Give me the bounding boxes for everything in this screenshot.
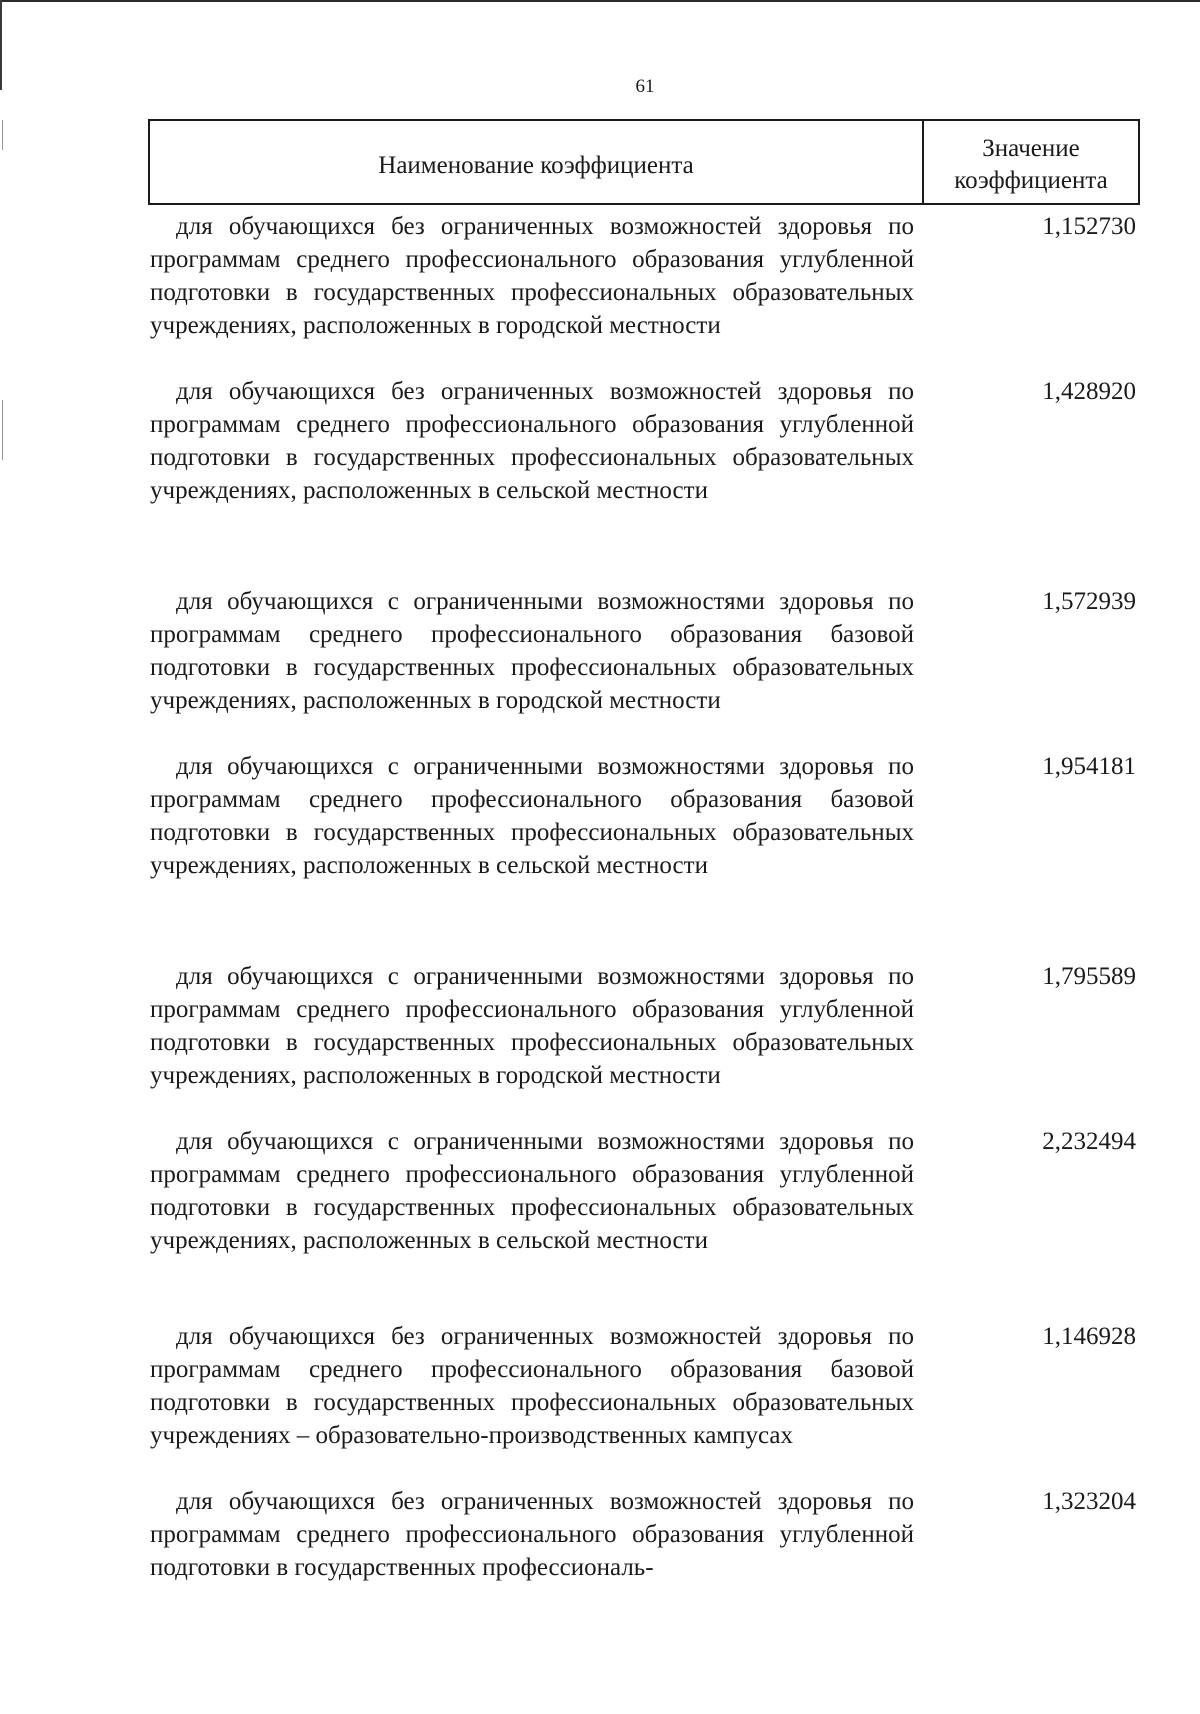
coefficient-description: для обучающихся с ограниченными возможностями здоровья по программам среднего профессионального образования углубленной подготовки в государственных профессиональных образовательных учреждениях, расположенных в городской местности xyxy=(150,963,914,1089)
coefficient-description: для обучающихся с ограниченными возможностями здоровья по программам среднего профессионального образования базовой подготовки в государственных профессиональных образовательных учреждениях, расположенных в городской местности xyxy=(150,588,914,714)
coefficient-value: 1,572939 xyxy=(1042,588,1136,615)
column-header-value-line2: коэффициента xyxy=(954,167,1108,194)
column-header-name: Наименование коэффициента xyxy=(150,121,924,203)
table-header xyxy=(148,119,1140,205)
scan-border-top xyxy=(0,0,1200,2)
page-number: 61 xyxy=(635,76,655,97)
coefficient-value: 1,428920 xyxy=(1042,378,1136,405)
coefficient-value: 1,146928 xyxy=(1042,1323,1136,1350)
coefficient-description: для обучающихся без ограниченных возможностей здоровья по программам среднего профессионального образования базовой подготовки в государственных профессиональных образовательных учреждениях – образовательно-производственных кампусах xyxy=(150,1323,914,1449)
coefficient-value: 1,795589 xyxy=(1042,963,1136,990)
coefficient-description: для обучающихся без ограниченных возможностей здоровья по программам среднего профессионального образования углубленной подготовки в государственных профессиональных образовательных учреждениях, расположенных в городской местности xyxy=(150,213,914,339)
coefficient-description: для обучающихся без ограниченных возможностей здоровья по программам среднего профессионального образования углубленной подготовки в государственных профессиональных образовательных учреждениях, расположенных в сельской местности xyxy=(150,378,914,504)
column-header-value-line1: Значение xyxy=(982,135,1080,162)
column-header-value xyxy=(924,121,1138,203)
coefficient-description: для обучающихся с ограниченными возможностями здоровья по программам среднего профессионального образования углубленной подготовки в государственных профессиональных образовательных учреждениях, расположенных в сельской местности xyxy=(150,1128,914,1254)
coefficient-value: 1,954181 xyxy=(1042,753,1136,780)
scan-artifact xyxy=(2,120,3,150)
coefficient-value: 2,232494 xyxy=(1042,1128,1136,1155)
coefficient-value: 1,323204 xyxy=(1042,1488,1136,1515)
coefficient-description: для обучающихся с ограниченными возможностями здоровья по программам среднего профессионального образования базовой подготовки в государственных профессиональных образовательных учреждениях, расположенных в сельской местности xyxy=(150,753,914,879)
scan-artifact xyxy=(2,400,3,460)
coefficient-description: для обучающихся без ограниченных возможностей здоровья по программам среднего профессионального образования углубленной подготовки в государственных профессиональ- xyxy=(150,1488,914,1581)
coefficient-value: 1,152730 xyxy=(1042,213,1136,240)
